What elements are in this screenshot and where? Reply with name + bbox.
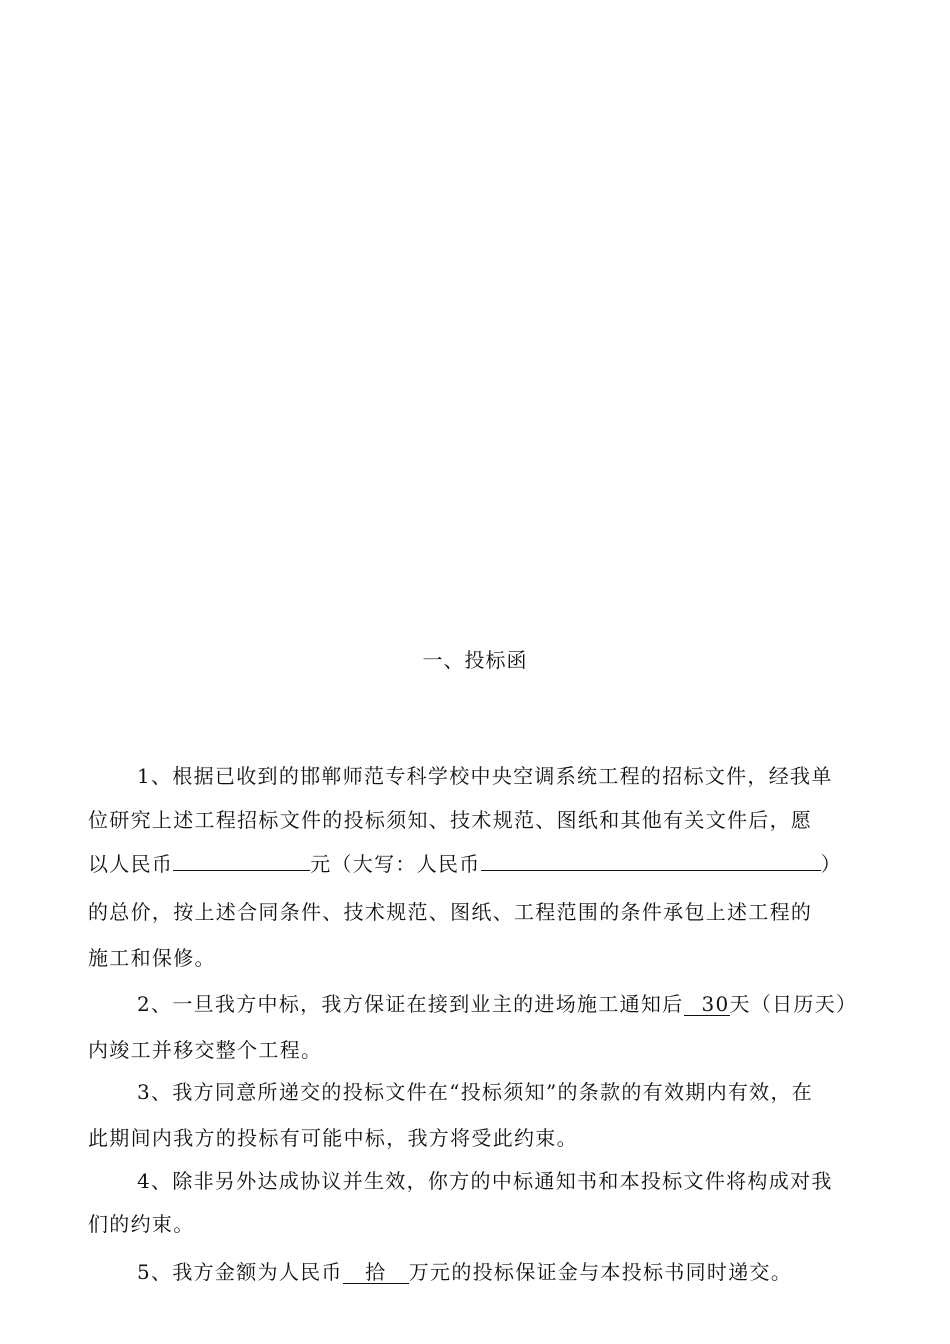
clause-4-line-1: 4、除非另外达成协议并生效，你方的中标通知书和本投标文件将构成对我 [137, 1169, 833, 1193]
clause-1-line-3 [88, 850, 842, 878]
price-figures-blank [173, 870, 310, 871]
clause-1-line-2: 位研究上述工程招标文件的投标须知、技术规范、图纸和其他有关文件后，愿 [88, 808, 813, 832]
clause-5-line-1 [137, 1258, 792, 1286]
clause-2-prefix: 2、一旦我方中标，我方保证在接到业主的进场施工通知后 [137, 992, 684, 1016]
clause-3-line-1: 3、我方同意所递交的投标文件在“投标须知”的条款的有效期内有效，在 [137, 1080, 814, 1104]
clause-5-prefix: 5、我方金额为人民币 [137, 1260, 343, 1284]
clause-1-price-middle: 元（大写：人民币 [310, 852, 481, 876]
clause-1-price-suffix: ） [820, 852, 842, 876]
bid-bond-amount-field: 拾 [343, 1261, 409, 1284]
clause-1-price-prefix: 以人民币 [88, 852, 174, 876]
clause-3-line-2: 此期间内我方的投标有可能中标，我方将受此约束。 [88, 1126, 578, 1150]
completion-days-field: 30 [684, 993, 730, 1016]
price-words-blank [481, 870, 821, 871]
clause-2-line-2: 内竣工并移交整个工程。 [88, 1038, 323, 1062]
clause-1-line-4: 的总价，按上述合同条件、技术规范、图纸、工程范围的条件承包上述工程的 [88, 900, 813, 924]
clause-1-line-1: 1、根据已收到的邯郸师范专科学校中央空调系统工程的招标文件，经我单 [137, 764, 833, 788]
clause-2-line-1 [137, 990, 857, 1018]
page-title: 一、投标函 [422, 648, 528, 672]
clause-1-line-5: 施工和保修。 [88, 946, 216, 970]
clause-2-suffix: 天（日历天） [729, 992, 858, 1016]
clause-5-suffix: 万元的投标保证金与本投标书同时递交。 [408, 1260, 793, 1284]
clause-4-line-2: 们的约束。 [88, 1212, 195, 1236]
